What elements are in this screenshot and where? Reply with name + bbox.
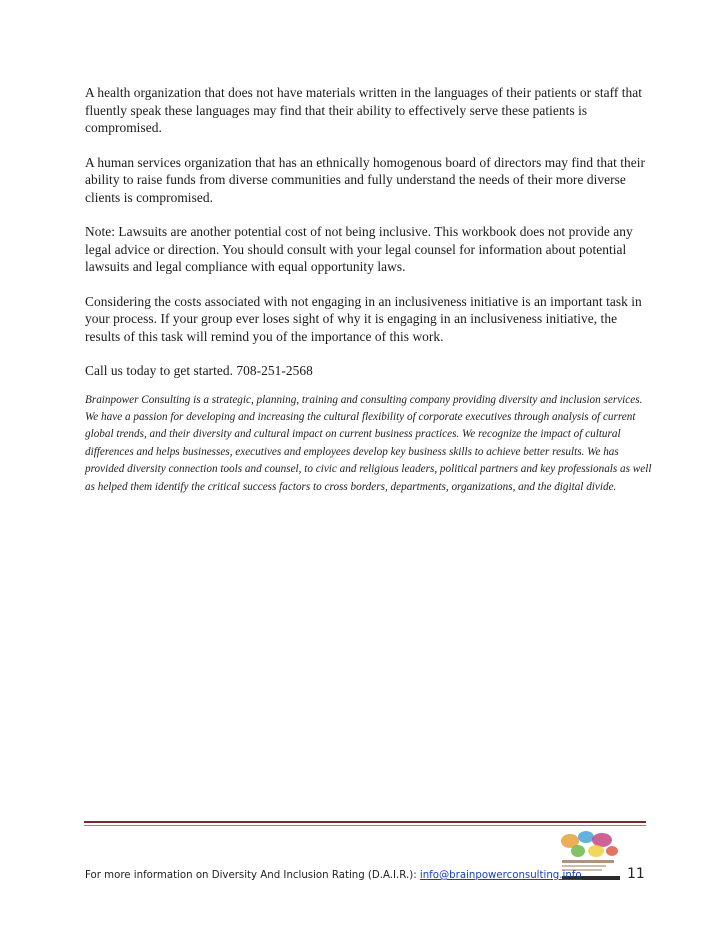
- footer-label: For more information on Diversity And Inclusion Rating (D.A.I.R.):: [85, 870, 420, 881]
- footer-info: [85, 870, 582, 881]
- email-link[interactable]: info@brainpowerconsulting.info: [419, 870, 582, 881]
- page-number: 11: [627, 866, 645, 882]
- company-description: Brainpower Consulting is a strategic, planning, training and consulting company providing diversity and inclusion services. We have a passion for developing and increasing the cultural flexibility of corporate executives through analysis of current global trends, and their diversity and cultural impact on current business practices. We recognize the impact of cultural differences and helps businesses, executives and employees develop key business skills to achieve better results. We has provided diversity connection tools and counsel, to civic and religious leaders, political partners and key professionals as well as helped them identify the critical success factors to cross borders, departments, organizations, and the digital divide.: [85, 393, 652, 493]
- page-body: [85, 84, 655, 496]
- footer-divider-thin: [84, 825, 646, 826]
- call-to-action: Call us today to get started. 708-251-2568: [85, 363, 313, 378]
- footer-divider: [84, 821, 646, 823]
- paragraph-inclusiveness-costs: Considering the costs associated with not engaging in an inclusiveness initiative is an important task in your process. If your group ever loses sight of why it is engaging in an inclusiveness initiative, the results of this task will remind you of the importance of this work.: [85, 293, 642, 344]
- paragraph-lawsuits-note: Note: Lawsuits are another potential cost of not being inclusive. This workbook does not provide any legal advice or direction. You should consult with your legal counsel for information about potential lawsuits and legal compliance with equal opportunity laws.: [85, 224, 633, 274]
- paragraph-health-organization: A health organization that does not have materials written in the languages of their patients or staff that fluently speak these languages may find that their ability to effectively serve these patients is compromised.: [85, 85, 643, 135]
- paragraph-human-services: A human services organization that has an ethnically homogenous board of directors may find that their ability to raise funds from diverse communities and fully understand the needs of their more diverse clients is compromised.: [85, 154, 646, 205]
